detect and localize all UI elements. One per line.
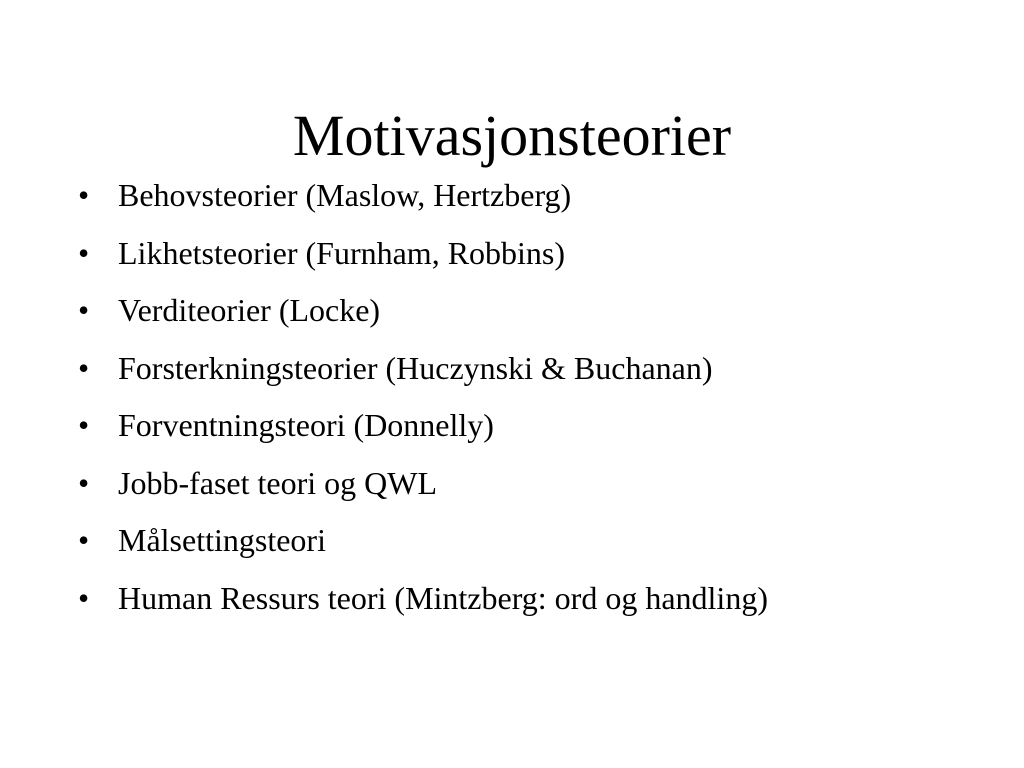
bullet-item (78, 228, 998, 286)
slide-title: Motivasjonsteorier (292, 103, 732, 168)
bullet-item (78, 400, 998, 458)
bullet-item (78, 285, 998, 343)
bullet-text: Forventningsteori (Donnelly) (118, 407, 494, 443)
bullet-icon: • (78, 292, 90, 328)
bullet-list (78, 170, 998, 630)
bullet-text: Human Ressurs teori (Mintzberg: ord og handling) (118, 579, 768, 616)
bullet-icon: • (78, 579, 90, 616)
bullet-icon: • (78, 522, 90, 558)
bullet-text: Behovsteorier (Maslow, Hertzberg) (118, 177, 572, 213)
bullet-item (78, 573, 998, 631)
bullet-item (78, 170, 998, 228)
bullet-text: Verditeorier (Locke) (118, 292, 381, 328)
bullet-text: Forsterkningsteorier (Huczynski & Buchanan) (118, 349, 713, 386)
bullet-item (78, 458, 998, 516)
bullet-text: Jobb-faset teori og QWL (118, 464, 438, 501)
bullet-item (78, 343, 998, 401)
bullet-item (78, 515, 998, 573)
bullet-icon: • (78, 234, 90, 271)
bullet-text: Målsettingsteori (118, 522, 326, 558)
bullet-icon: • (78, 177, 90, 213)
bullet-icon: • (78, 349, 90, 386)
bullet-icon: • (78, 464, 90, 501)
bullet-text: Likhetsteorier (Furnham, Robbins) (118, 234, 566, 271)
bullet-icon: • (78, 407, 90, 443)
